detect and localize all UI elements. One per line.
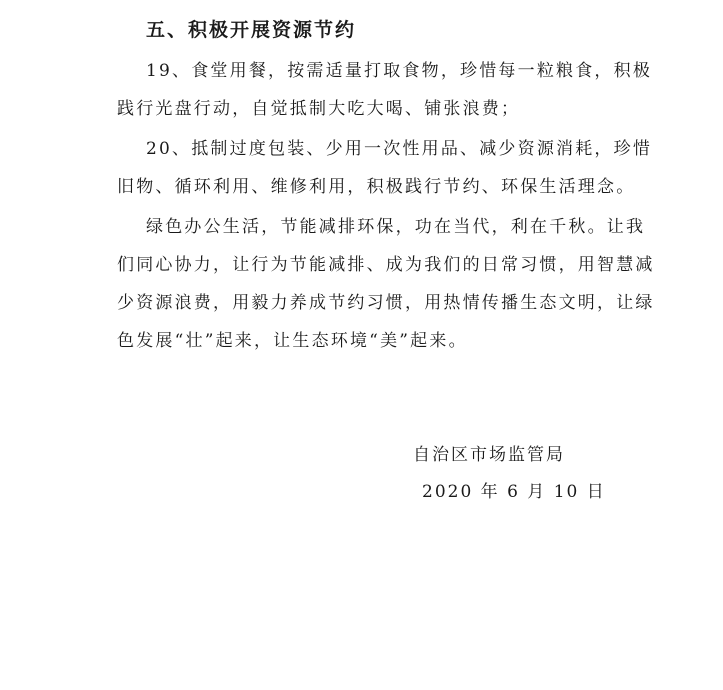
paragraph-line: 绿色办公生活，节能减排环保，功在当代，利在千秋。让我 [146, 217, 646, 237]
section-heading: 五、积极开展资源节约 [146, 19, 357, 41]
paragraph-line: 们同心协力，让行为节能减排、成为我们的日常习惯，用智慧减 [117, 255, 655, 275]
paragraph-line: 少资源浪费，用毅力养成节约习惯，用热情传播生态文明，让绿 [117, 293, 655, 313]
signature-organization: 自治区市场监管局 [413, 445, 565, 465]
paragraph-line: 20、抵制过度包装、少用一次性用品、减少资源消耗，珍惜 [146, 139, 653, 159]
paragraph-line: 19、食堂用餐，按需适量打取食物，珍惜每一粒粮食，积极 [146, 61, 653, 81]
paragraph-line: 色发展“壮”起来，让生态环境“美”起来。 [117, 331, 468, 351]
paragraph-line: 践行光盘行动，自觉抵制大吃大喝、铺张浪费； [117, 99, 521, 119]
paragraph-line: 旧物、循环利用、维修利用，积极践行节约、环保生活理念。 [117, 177, 636, 197]
signature-date: 2020 年 6 月 10 日 [422, 482, 606, 502]
